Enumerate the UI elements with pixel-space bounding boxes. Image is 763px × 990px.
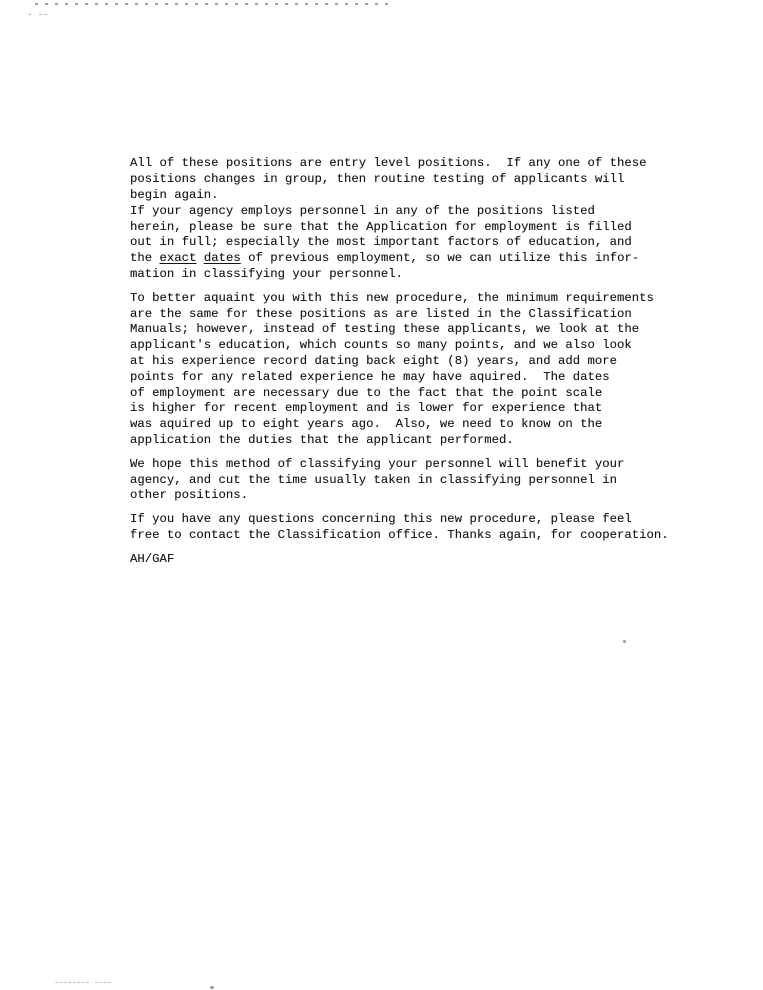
letter-line: positions changes in group, then routine testing of applicants will: [130, 172, 625, 187]
letter-body: [130, 109, 700, 599]
letter-line: at his experience record dating back eight (8) years, and add more: [130, 353, 618, 368]
scan-artifact-bottom-left-mark: -------- ----: [54, 978, 112, 988]
underlined-text: dates: [203, 251, 241, 266]
letter-line: mation in classifying your personnel.: [130, 266, 404, 281]
letter-line: was aquired up to eight years ago. Also, we need to know on the: [130, 417, 603, 432]
letter-line: applicant's education, which counts so many points, and we also look: [130, 338, 632, 353]
letter-line: of employment are necessary due to the fact that the point scale: [130, 385, 603, 400]
underlined-text: exact: [159, 251, 197, 266]
letter-line: All of these positions are entry level positions. If any one of these: [130, 156, 647, 171]
letter-paragraph: [130, 156, 700, 282]
letter-line: begin again.: [130, 187, 219, 202]
letter-line: If your agency employs personnel in any of the positions listed: [130, 203, 595, 218]
scan-artifact-dotted-line: [35, 3, 393, 5]
scan-artifact-top-left-mark: - --: [27, 10, 49, 20]
letter-line: Manuals; however, instead of testing these applicants, we look at the: [130, 322, 640, 337]
letter-line: are the same for these positions as are listed in the Classification: [130, 306, 632, 321]
letter-paragraph: [130, 512, 700, 544]
letter-line: is higher for recent employment and is lower for experience that: [130, 401, 603, 416]
scan-speck: [210, 986, 214, 989]
letter-line: If you have any questions concerning this new procedure, please feel: [130, 512, 632, 527]
letter-line: To better aquaint you with this new procedure, the minimum requirements: [130, 290, 654, 305]
letter-paragraph: [130, 457, 700, 504]
letter-line: other positions.: [130, 488, 249, 503]
letter-paragraph: [130, 291, 700, 449]
letter-line: out in full; especially the most important factors of education, and: [130, 235, 632, 250]
text-segment: [196, 251, 203, 265]
letter-signature-initials: AH/GAF: [130, 551, 175, 566]
letter-line: [130, 251, 700, 267]
letter-line: points for any related experience he may have aquired. The dates: [130, 369, 610, 384]
text-segment: the: [130, 251, 160, 266]
text-segment: of previous employment, so we can utilize this infor-: [240, 251, 640, 266]
scan-speck: [623, 640, 626, 643]
letter-line: agency, and cut the time usually taken in classifying personnel in: [130, 472, 618, 487]
letter-line: application the duties that the applicant performed.: [130, 432, 514, 447]
letter-line: We hope this method of classifying your personnel will benefit your: [130, 456, 625, 471]
letter-line: free to contact the Classification office. Thanks again, for cooperation.: [130, 527, 669, 542]
letter-line: herein, please be sure that the Application for employment is filled: [130, 219, 632, 234]
